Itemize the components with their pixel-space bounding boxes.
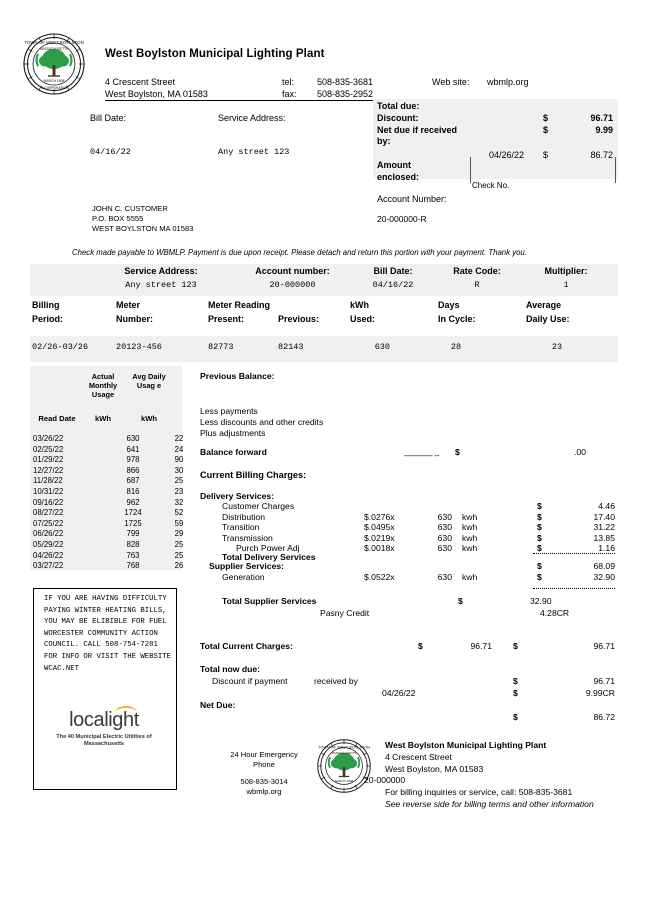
- avg-daily-label-l2: Daily Use:: [526, 314, 570, 324]
- account-number-value: 20-000000-R: [377, 214, 427, 224]
- stub-service-address-label: Service Address:: [218, 113, 286, 123]
- pasny-credit-amount: 4.28CR: [540, 608, 570, 618]
- total-current-currency-2: $: [513, 641, 518, 651]
- svg-text:MASSACHUSETTS: MASSACHUSETTS: [331, 750, 357, 755]
- usage-avg-daily-kwh: 32: [174, 497, 184, 507]
- previous-label: Previous:: [278, 314, 320, 324]
- usage-history-row: [30, 498, 182, 509]
- total-supplier-amount: 32.90: [530, 596, 552, 606]
- usage-avg-daily-kwh: 25: [174, 476, 184, 486]
- usage-read-date: 08/27/22: [33, 508, 64, 518]
- supplier-services-label: Supplier Services:: [209, 561, 284, 571]
- usage-history-row: [30, 508, 182, 519]
- usage-history-row: [30, 519, 182, 530]
- usage-read-date: 02/25/22: [33, 444, 64, 454]
- usage-monthly-kwh: 962: [126, 497, 140, 507]
- band-multiplier-label: Multiplier:: [544, 266, 588, 276]
- usage-monthly-kwh: 799: [126, 529, 140, 539]
- delivery-line-name: Customer Charges: [222, 501, 295, 511]
- usage-history-row: [30, 551, 182, 562]
- total-now-due-amount: 96.71: [593, 676, 615, 686]
- delivery-line-currency: $: [537, 501, 542, 511]
- band-multiplier-value: 1: [563, 280, 569, 290]
- usage-monthly-kwh: 1725: [124, 518, 142, 528]
- net-due-label-line1: Net due if received: [377, 125, 458, 135]
- meter-values-row: [30, 336, 618, 362]
- footer-account-number: 20-000000: [364, 775, 406, 785]
- band-service-address-label: Service Address:: [124, 266, 198, 276]
- usage-read-date: 03/27/22: [33, 561, 64, 571]
- days-in-cycle-value: 28: [450, 342, 462, 352]
- meter-column-headers: [30, 300, 618, 334]
- usage-history-row: [30, 445, 182, 456]
- account-summary-band: [30, 264, 618, 296]
- amount-enclosed-label-line2: enclosed:: [377, 172, 420, 182]
- usage-monthly-kwh: 763: [126, 550, 140, 560]
- delivery-line-rate: $.0495x: [364, 522, 395, 533]
- plus-adjustments-label: Plus adjustments: [200, 428, 266, 438]
- meter-number-value: 20123-456: [116, 342, 162, 352]
- usage-avg-daily-kwh: 26: [174, 561, 184, 571]
- usage-avg-daily-kwh: 52: [174, 508, 184, 518]
- kwh-label-l1: kWh: [350, 300, 369, 310]
- usage-read-date: 07/25/22: [33, 518, 64, 528]
- total-current-amount-2: 96.71: [593, 641, 615, 651]
- balance-forward-amount: .00: [574, 447, 586, 457]
- svg-text:TOWN OF WEST BOYLSTON: TOWN OF WEST BOYLSTON: [24, 40, 84, 45]
- localight-tagline: The 40 Municipal Electric Utilities of Massachusetts: [56, 734, 152, 748]
- billing-period-label-l1: Billing: [32, 300, 60, 310]
- delivery-services-label: Delivery Services:: [200, 491, 275, 501]
- footer-town-seal-icon: [316, 738, 372, 794]
- avg-daily-label-l1: Average: [526, 300, 562, 310]
- delivery-line-amount: 4.46: [598, 501, 615, 511]
- usage-monthly-kwh: 828: [126, 539, 140, 549]
- discount-currency: $: [543, 125, 549, 135]
- usage-history-row: [30, 434, 182, 445]
- usage-read-date: 09/16/22: [33, 497, 64, 507]
- fax-value: 508-835-2952: [317, 89, 374, 99]
- svg-text:MARCH 1808: MARCH 1808: [43, 79, 65, 83]
- meter-number-label-l2: Number:: [116, 314, 154, 324]
- delivery-total-rule: [533, 553, 615, 554]
- fuel-assistance-notice-text: IF YOU ARE HAVING DIFFICULTY PAYING WINTER HEATING BILLS, YOU MAY BE ELIBIBLE FOR FUEL WORCESTER COMMUNITY ACTION COUNCIL. CALL 508-754-7281 FOR INFO OR VISIT THE WEBSITE WCAC.NET: [44, 595, 171, 673]
- discount-currency: $: [513, 688, 518, 698]
- website-label: Web site:: [432, 77, 470, 87]
- stub-service-address-value: Any street 123: [218, 147, 290, 157]
- usage-header-avg-daily: Avg Daily Usag e: [132, 372, 166, 390]
- delivery-line-amount: 13.85: [593, 532, 615, 543]
- header-divider: [105, 100, 373, 101]
- website-value: wbmlp.org: [487, 77, 529, 87]
- delivery-line-currency: $: [537, 522, 542, 533]
- meter-reading-label: Meter Reading: [208, 300, 271, 310]
- generation-currency: $: [537, 572, 542, 582]
- net-due-label: Net Due:: [200, 700, 236, 710]
- svg-text:TOWN OF WEST BOYLSTON: TOWN OF WEST BOYLSTON: [317, 745, 371, 750]
- total-supplier-services-label: Total Supplier Services: [222, 596, 317, 606]
- usage-monthly-kwh: 630: [126, 434, 140, 443]
- usage-read-date: 01/29/22: [33, 455, 64, 465]
- usage-avg-daily-kwh: 29: [174, 529, 184, 539]
- usage-avg-daily-kwh: 25: [174, 539, 184, 549]
- usage-monthly-kwh: 768: [126, 561, 140, 571]
- delivery-line-currency: $: [537, 532, 542, 543]
- fax-label: fax:: [282, 89, 297, 99]
- delivery-line-rate: $.0276x: [364, 511, 395, 522]
- delivery-line-amount: 1.16: [598, 543, 615, 554]
- usage-history-rows: [30, 434, 182, 572]
- delivery-line-currency: $: [537, 543, 542, 554]
- usage-read-date: 05/29/22: [33, 539, 64, 549]
- delivery-line-name: Transition: [222, 522, 260, 533]
- total-due-label: Total due:: [377, 101, 420, 111]
- usage-history-row: [30, 466, 182, 477]
- less-discounts-label: Less discounts and other credits: [200, 417, 324, 427]
- svg-text:MASSACHUSETTS: MASSACHUSETTS: [39, 47, 69, 51]
- net-due-date: 04/26/22: [489, 150, 525, 160]
- telephone-label: tel:: [282, 77, 295, 87]
- usage-monthly-kwh: 1724: [124, 508, 142, 518]
- usage-col-read-date: Read Date: [38, 414, 76, 423]
- stub-bill-date-value: 04/16/22: [90, 147, 131, 157]
- total-current-currency-1: $: [418, 641, 423, 651]
- billing-period-value: 02/26-03/26: [32, 342, 89, 352]
- net-due-currency: $: [513, 712, 518, 722]
- billing-period-label-l2: Period:: [32, 314, 64, 324]
- delivery-line-name: Distribution: [222, 511, 265, 522]
- total-delivery-currency: $: [537, 561, 542, 571]
- band-rate-code-label: Rate Code:: [453, 266, 501, 276]
- check-no-field-right-rule: [615, 157, 616, 183]
- delivery-line-qty: 630: [437, 532, 452, 543]
- band-account-number-label: Account number:: [255, 266, 330, 276]
- usage-read-date: 06/26/22: [33, 529, 64, 539]
- usage-read-date: 04/26/22: [33, 550, 64, 560]
- usage-avg-daily-kwh: 30: [174, 465, 184, 475]
- net-due-currency: $: [543, 150, 549, 160]
- usage-read-date: 03/26/22: [33, 434, 64, 443]
- total-current-charges-label: Total Current Charges:: [200, 641, 293, 651]
- previous-reading-value: 82143: [278, 342, 304, 352]
- received-by-date: 04/26/22: [382, 688, 416, 698]
- delivery-line-unit: kwh: [462, 511, 478, 522]
- footer-address2: West Boylston, MA 01583: [385, 764, 484, 774]
- received-by-label: received by: [314, 676, 358, 686]
- usage-monthly-kwh: 687: [126, 476, 140, 486]
- days-label-l1: Days: [438, 300, 460, 310]
- usage-col-kwh-daily: kWh: [140, 414, 158, 423]
- generation-rate: $.0522x: [364, 572, 395, 582]
- previous-balance-label: Previous Balance:: [200, 371, 275, 381]
- footer-reverse-side-note: See reverse side for billing terms and other information: [385, 799, 594, 809]
- usage-history-row: [30, 529, 182, 540]
- usage-monthly-kwh: 978: [126, 455, 140, 465]
- band-service-address-value: Any street 123: [125, 280, 197, 290]
- days-label-l2: In Cycle:: [438, 314, 476, 324]
- usage-history-row: [30, 455, 182, 466]
- total-now-due-currency: $: [513, 676, 518, 686]
- kwh-label-l2: Used:: [350, 314, 376, 324]
- footer-address1: 4 Crescent Street: [385, 752, 452, 762]
- supplier-total-rule: [533, 588, 615, 589]
- emergency-phone-number: 508-835-3014: [240, 777, 288, 786]
- usage-history-row: [30, 476, 182, 487]
- usage-history-row: [30, 540, 182, 551]
- usage-read-date: 10/31/22: [33, 486, 64, 496]
- kwh-used-value: 630: [374, 342, 390, 352]
- delivery-line-unit: kwh: [462, 532, 478, 543]
- less-payments-label: Less payments: [200, 406, 258, 416]
- usage-avg-daily-kwh: 25: [174, 550, 184, 560]
- company-address-line2: West Boylston, MA 01583: [105, 89, 208, 99]
- usage-avg-daily-kwh: 24: [174, 444, 184, 454]
- total-now-due-label: Total now due:: [200, 664, 260, 674]
- usage-avg-daily-kwh: 22: [174, 434, 184, 443]
- generation-label: Generation: [222, 572, 265, 582]
- customer-name: JOHN C. CUSTOMER: [92, 204, 168, 213]
- discount-amount: 9.99: [595, 125, 613, 135]
- delivery-line-qty: 630: [437, 543, 452, 554]
- usage-monthly-kwh: 816: [126, 486, 140, 496]
- telephone-value: 508-835-3681: [317, 77, 374, 87]
- total-due-currency: $: [543, 113, 549, 123]
- generation-unit: kwh: [462, 572, 478, 582]
- usage-history-row: [30, 561, 182, 572]
- generation-qty: 630: [437, 572, 452, 582]
- account-number-label: Account Number:: [377, 194, 447, 204]
- balance-forward-currency: $: [455, 447, 460, 457]
- usage-read-date: 12/27/22: [33, 465, 64, 475]
- total-due-amount: 96.71: [590, 113, 613, 123]
- usage-header-actual-monthly: Actual Monthly Usage: [88, 372, 118, 399]
- discount-if-payment-label: Discount if payment: [212, 676, 288, 686]
- net-due-label-line2: by:: [377, 136, 391, 146]
- customer-citystate: WEST BOYLSTON MA 01583: [92, 224, 194, 233]
- delivery-line-amount: 31.22: [593, 522, 615, 533]
- meter-number-label-l1: Meter: [116, 300, 141, 310]
- delivery-line-rate: $.0018x: [364, 543, 395, 554]
- total-delivery-services-label: Total Delivery Services: [222, 552, 316, 562]
- detach-instruction: Check made payable to WBMLP. Payment is due upon receipt. Please detach and return this portion with your payment. Thank you.: [72, 248, 527, 257]
- net-due-amount: 86.72: [590, 150, 613, 160]
- customer-street: P.O. BOX 5555: [92, 214, 144, 223]
- usage-read-date: 11/28/22: [33, 476, 63, 486]
- delivery-line-qty: 630: [437, 522, 452, 533]
- company-name: West Boylston Municipal Lighting Plant: [105, 48, 325, 60]
- delivery-line-qty: 630: [437, 511, 452, 522]
- discount-label: Discount:: [377, 113, 419, 123]
- usage-monthly-kwh: 641: [126, 444, 140, 454]
- stub-bill-date-label: Bill Date:: [90, 113, 127, 123]
- balance-forward-dashes: ------------ --: [404, 450, 439, 460]
- usage-avg-daily-kwh: 90: [174, 455, 184, 465]
- total-supplier-currency: $: [458, 596, 463, 606]
- delivery-line-name: Purch Power Adj: [236, 543, 300, 554]
- delivery-line-currency: $: [537, 511, 542, 522]
- amount-enclosed-label-line1: Amount: [377, 160, 411, 170]
- band-rate-code-value: R: [474, 280, 480, 290]
- footer-company-name: West Boylston Municipal Lighting Plant: [385, 740, 547, 750]
- present-label: Present:: [208, 314, 245, 324]
- emergency-phone-label-l1: 24 Hour Emergency: [230, 750, 298, 759]
- present-reading-value: 82773: [208, 342, 234, 352]
- footer-website: wbmlp.org: [246, 787, 282, 796]
- net-due-amount: 86.72: [593, 712, 615, 722]
- avg-daily-use-value: 23: [551, 342, 563, 352]
- check-no-label: Check No.: [472, 181, 510, 190]
- pasny-credit-label: Pasny Credit: [320, 608, 370, 618]
- delivery-line-unit: kwh: [462, 543, 478, 554]
- usage-col-kwh-monthly: kWh: [94, 414, 112, 423]
- balance-forward-label: Balance forward: [200, 447, 267, 457]
- usage-monthly-kwh: 866: [126, 465, 140, 475]
- check-no-field-left-rule: [470, 157, 471, 183]
- company-address-line1: 4 Crescent Street: [105, 77, 176, 87]
- discount-amount: 9.99CR: [585, 688, 615, 698]
- delivery-line-rate: $.0219x: [364, 532, 395, 543]
- town-seal-icon: [22, 32, 86, 96]
- generation-amount: 32.90: [593, 572, 615, 582]
- svg-text:MARCH 1808: MARCH 1808: [334, 778, 354, 783]
- total-delivery-amount: 68.09: [593, 561, 615, 571]
- emergency-phone-label-l2: Phone: [253, 760, 275, 769]
- band-bill-date-value: 04/16/22: [372, 280, 414, 290]
- delivery-line-amount: 17.40: [593, 511, 615, 522]
- band-account-number-value: 20-000000: [269, 280, 316, 290]
- delivery-line-name: Transmission: [222, 532, 273, 543]
- localight-logo: localight: [69, 709, 139, 731]
- usage-history-row: [30, 487, 182, 498]
- usage-avg-daily-kwh: 23: [174, 486, 184, 496]
- usage-avg-daily-kwh: 59: [174, 518, 184, 528]
- delivery-line-unit: kwh: [462, 522, 478, 533]
- footer-billing-inquiries: For billing inquiries or service, call: 508-835-3681: [385, 787, 573, 797]
- total-current-amount-1: 96.71: [470, 641, 492, 651]
- svg-text:INCORPORATED: INCORPORATED: [41, 86, 67, 90]
- band-bill-date-label: Bill Date:: [373, 266, 413, 276]
- current-billing-charges-label: Current Billing Charges:: [200, 470, 307, 480]
